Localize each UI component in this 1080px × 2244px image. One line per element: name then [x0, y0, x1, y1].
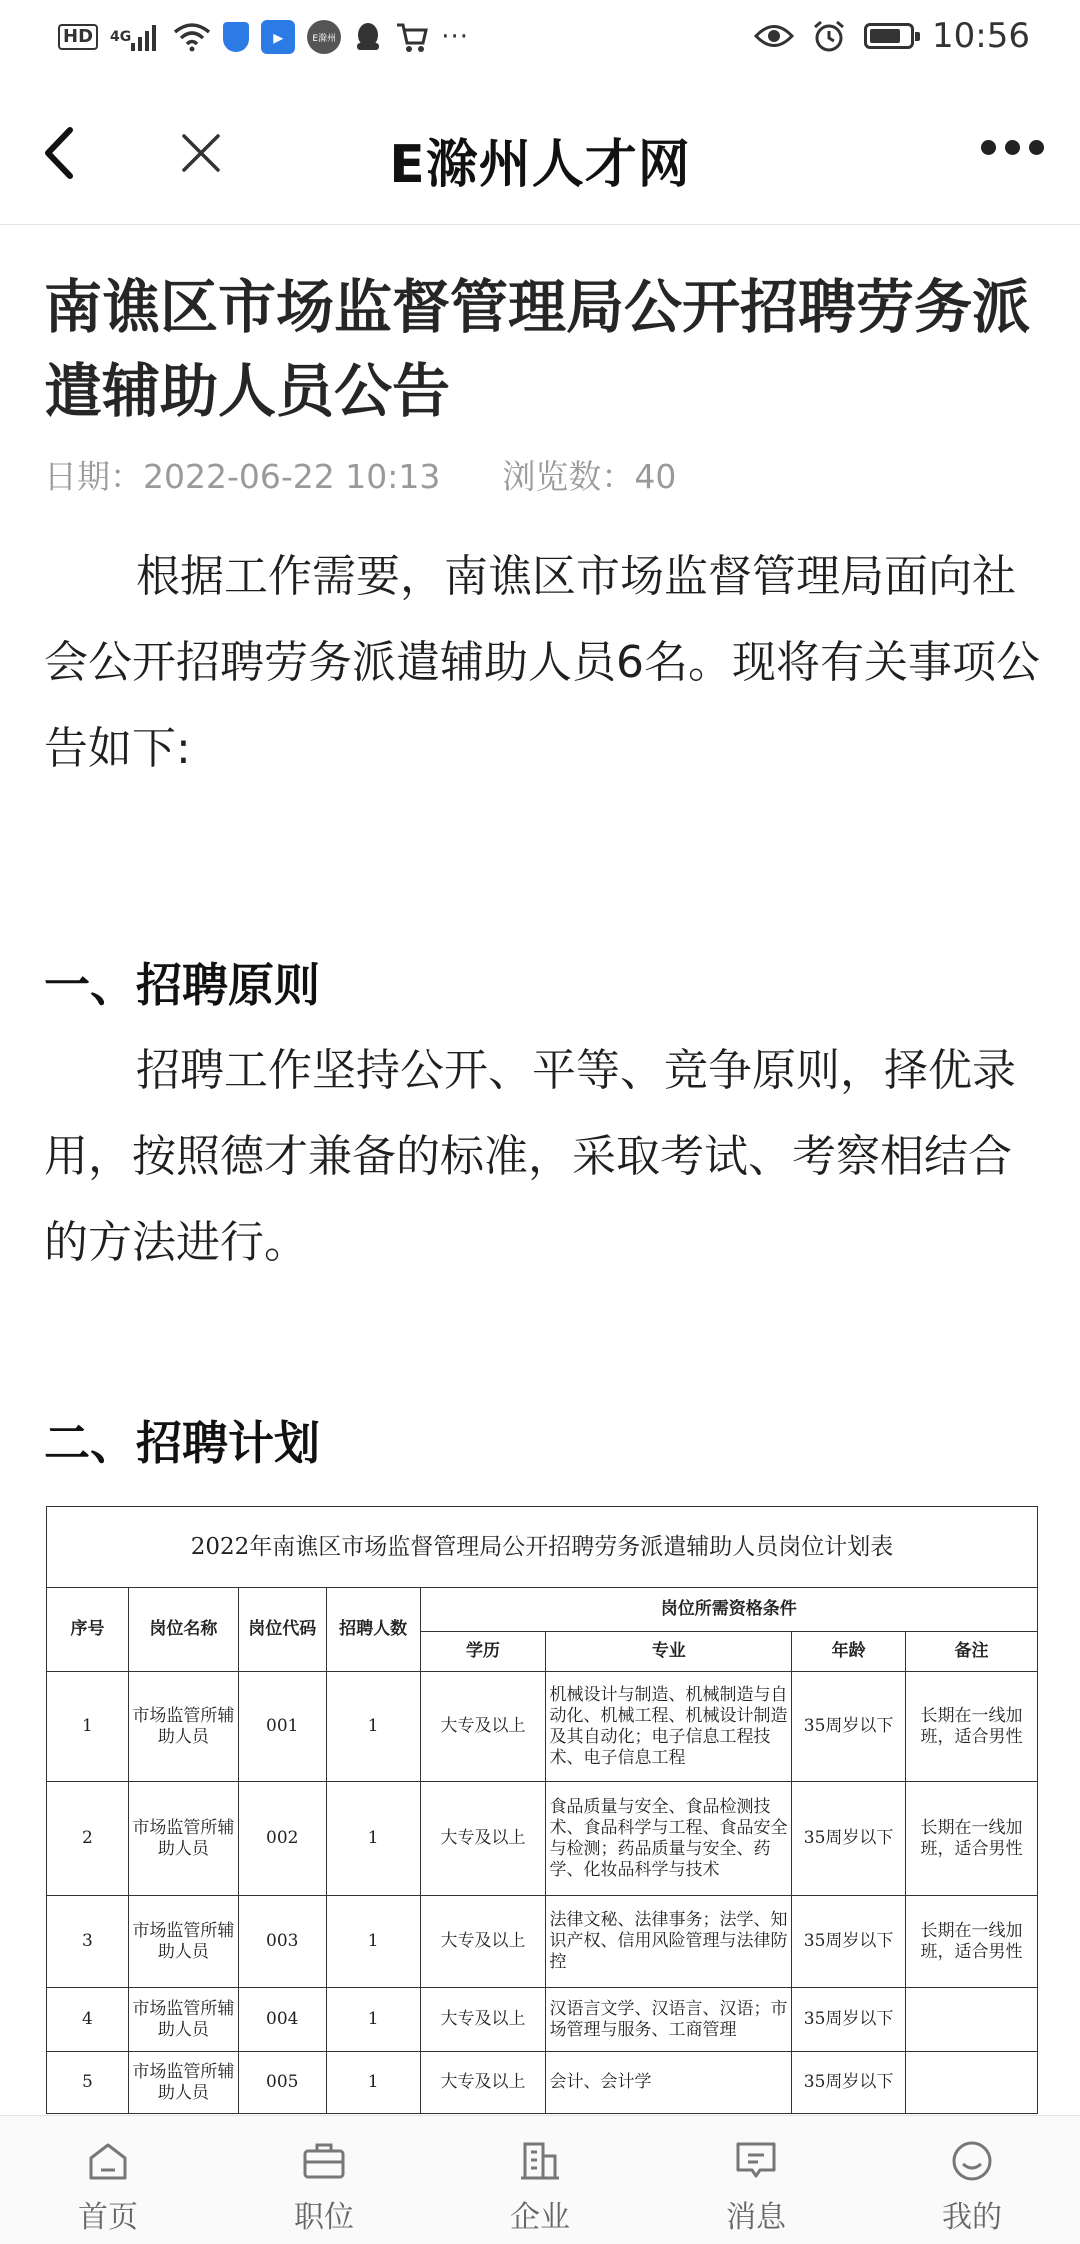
cell-age: 35周岁以下	[792, 1896, 906, 1988]
article-content[interactable]	[0, 225, 1080, 2115]
app-icon: ▸	[261, 20, 295, 54]
cell-education: 大专及以上	[420, 1672, 546, 1782]
table-caption: 2022年南谯区市场监督管理局公开招聘劳务派遣辅助人员岗位计划表	[47, 1507, 1038, 1588]
hd-icon: HD	[58, 24, 98, 50]
cell-post-name: 市场监管所辅助人员	[128, 1896, 238, 1988]
profile-icon	[949, 2138, 995, 2184]
alarm-icon	[812, 19, 846, 53]
cell-seq: 1	[47, 1672, 129, 1782]
cell-seq: 2	[47, 1782, 129, 1896]
cell-post-name: 市场监管所辅助人员	[128, 2052, 238, 2114]
header-seq: 序号	[47, 1588, 129, 1672]
battery-icon	[864, 23, 914, 49]
cell-major: 法律文秘、法律事务；法学、知识产权、信用风险管理与法律防控	[546, 1896, 792, 1988]
building-icon	[517, 2138, 563, 2184]
header-post-name: 岗位名称	[128, 1588, 238, 1672]
tab-label: 消息	[726, 2200, 786, 2235]
cell-remark: 长期在一线加班，适合男性	[906, 1896, 1038, 1988]
status-bar	[0, 0, 1080, 82]
more-button[interactable]	[981, 140, 1044, 155]
cell-post-code: 003	[238, 1896, 326, 1988]
cell-education: 大专及以上	[420, 1988, 546, 2052]
message-icon	[733, 2138, 779, 2184]
table-row	[47, 1896, 1038, 1988]
qq-icon	[353, 21, 383, 53]
header-major: 专业	[546, 1632, 792, 1672]
cell-count: 1	[326, 1896, 420, 1988]
cell-major: 食品质量与安全、食品检测技术、食品科学与工程、食品安全与检测；药品质量与安全、药学、化妆品科学与技术	[546, 1782, 792, 1896]
cell-count: 1	[326, 1672, 420, 1782]
cell-education: 大专及以上	[420, 1782, 546, 1896]
cell-post-name: 市场监管所辅助人员	[128, 1988, 238, 2052]
cell-age: 35周岁以下	[792, 1782, 906, 1896]
nav-bar	[0, 82, 1080, 225]
cell-post-code: 004	[238, 1988, 326, 2052]
section1-paragraph: 招聘工作坚持公开、平等、竞争原则，择优录用，按照德才兼备的标准，采取考试、考察相结合的方法进行。	[44, 1045, 1016, 1268]
header-age: 年龄	[792, 1632, 906, 1672]
cell-post-code: 002	[238, 1782, 326, 1896]
cell-age: 35周岁以下	[792, 1672, 906, 1782]
cell-age: 35周岁以下	[792, 1988, 906, 2052]
cell-education: 大专及以上	[420, 2052, 546, 2114]
table-row	[47, 1782, 1038, 1896]
cell-seq: 3	[47, 1896, 129, 1988]
section2-heading: 二、招聘计划	[44, 1416, 320, 1470]
cell-post-name: 市场监管所辅助人员	[128, 1782, 238, 1896]
cell-count: 1	[326, 2052, 420, 2114]
more-icon-dot	[1005, 140, 1020, 155]
signal-type-label: 4G	[110, 29, 132, 45]
clock: 10:56	[932, 16, 1030, 56]
table-row	[47, 1672, 1038, 1782]
more-icon-dot	[981, 140, 996, 155]
tab-companies[interactable]	[432, 2116, 648, 2244]
shield-icon	[223, 22, 249, 52]
battery-level	[870, 29, 900, 43]
header-requirements: 岗位所需资格条件	[420, 1588, 1037, 1632]
article-views: 浏览数：40	[502, 457, 677, 496]
more-icon-dot	[1029, 140, 1044, 155]
bottom-tab-bar	[0, 2115, 1080, 2244]
article-meta	[44, 451, 1080, 498]
table-row	[47, 1988, 1038, 2052]
cart-icon	[395, 21, 429, 53]
cell-post-name: 市场监管所辅助人员	[128, 1672, 238, 1782]
cellular-signal-icon	[110, 23, 161, 51]
page-title: E滁州人才网	[389, 135, 691, 195]
header-remarks: 备注	[906, 1632, 1038, 1672]
cell-remark: 长期在一线加班，适合男性	[906, 1782, 1038, 1896]
tab-messages[interactable]	[648, 2116, 864, 2244]
cell-remark	[906, 1988, 1038, 2052]
section1-heading: 一、招聘原则	[44, 958, 320, 1012]
eye-icon	[754, 23, 794, 49]
cell-major: 会计、会计学	[546, 2052, 792, 2114]
e-logo-icon: E滁州	[307, 20, 341, 54]
intro-paragraph: 根据工作需要，南谯区市场监督管理局面向社会公开招聘劳务派遣辅助人员6名。现将有关事项公告如下:	[44, 551, 1040, 774]
home-icon	[85, 2138, 131, 2184]
tab-jobs[interactable]	[216, 2116, 432, 2244]
cell-seq: 5	[47, 2052, 129, 2114]
tab-profile[interactable]	[864, 2116, 1080, 2244]
cell-seq: 4	[47, 1988, 129, 2052]
tab-label: 首页	[78, 2200, 138, 2235]
article-title: 南谯区市场监督管理局公开招聘劳务派遣辅助人员公告	[44, 273, 1031, 425]
cell-count: 1	[326, 1988, 420, 2052]
tab-label: 职位	[294, 2200, 354, 2235]
article-date: 日期：2022-06-22 10:13	[44, 457, 441, 496]
cell-post-code: 005	[238, 2052, 326, 2114]
cell-count: 1	[326, 1782, 420, 1896]
header-education: 学历	[420, 1632, 546, 1672]
cell-remark: 长期在一线加班，适合男性	[906, 1672, 1038, 1782]
tab-label: 企业	[510, 2200, 570, 2235]
table-row	[47, 2052, 1038, 2114]
more-notifications-icon: ···	[441, 22, 470, 52]
tab-label: 我的	[942, 2200, 1002, 2235]
header-post-code: 岗位代码	[238, 1588, 326, 1672]
tab-home[interactable]	[0, 2116, 216, 2244]
cell-age: 35周岁以下	[792, 2052, 906, 2114]
recruitment-plan-table	[46, 1506, 1037, 2114]
wifi-icon	[173, 22, 211, 52]
cell-education: 大专及以上	[420, 1896, 546, 1988]
cell-major: 机械设计与制造、机械制造与自动化、机械工程、机械设计制造及其自动化；电子信息工程技术、电子信息工程	[546, 1672, 792, 1782]
header-count: 招聘人数	[326, 1588, 420, 1672]
cell-major: 汉语言文学、汉语言、汉语；市场管理与服务、工商管理	[546, 1988, 792, 2052]
cell-post-code: 001	[238, 1672, 326, 1782]
briefcase-icon	[301, 2138, 347, 2184]
cell-remark	[906, 2052, 1038, 2114]
